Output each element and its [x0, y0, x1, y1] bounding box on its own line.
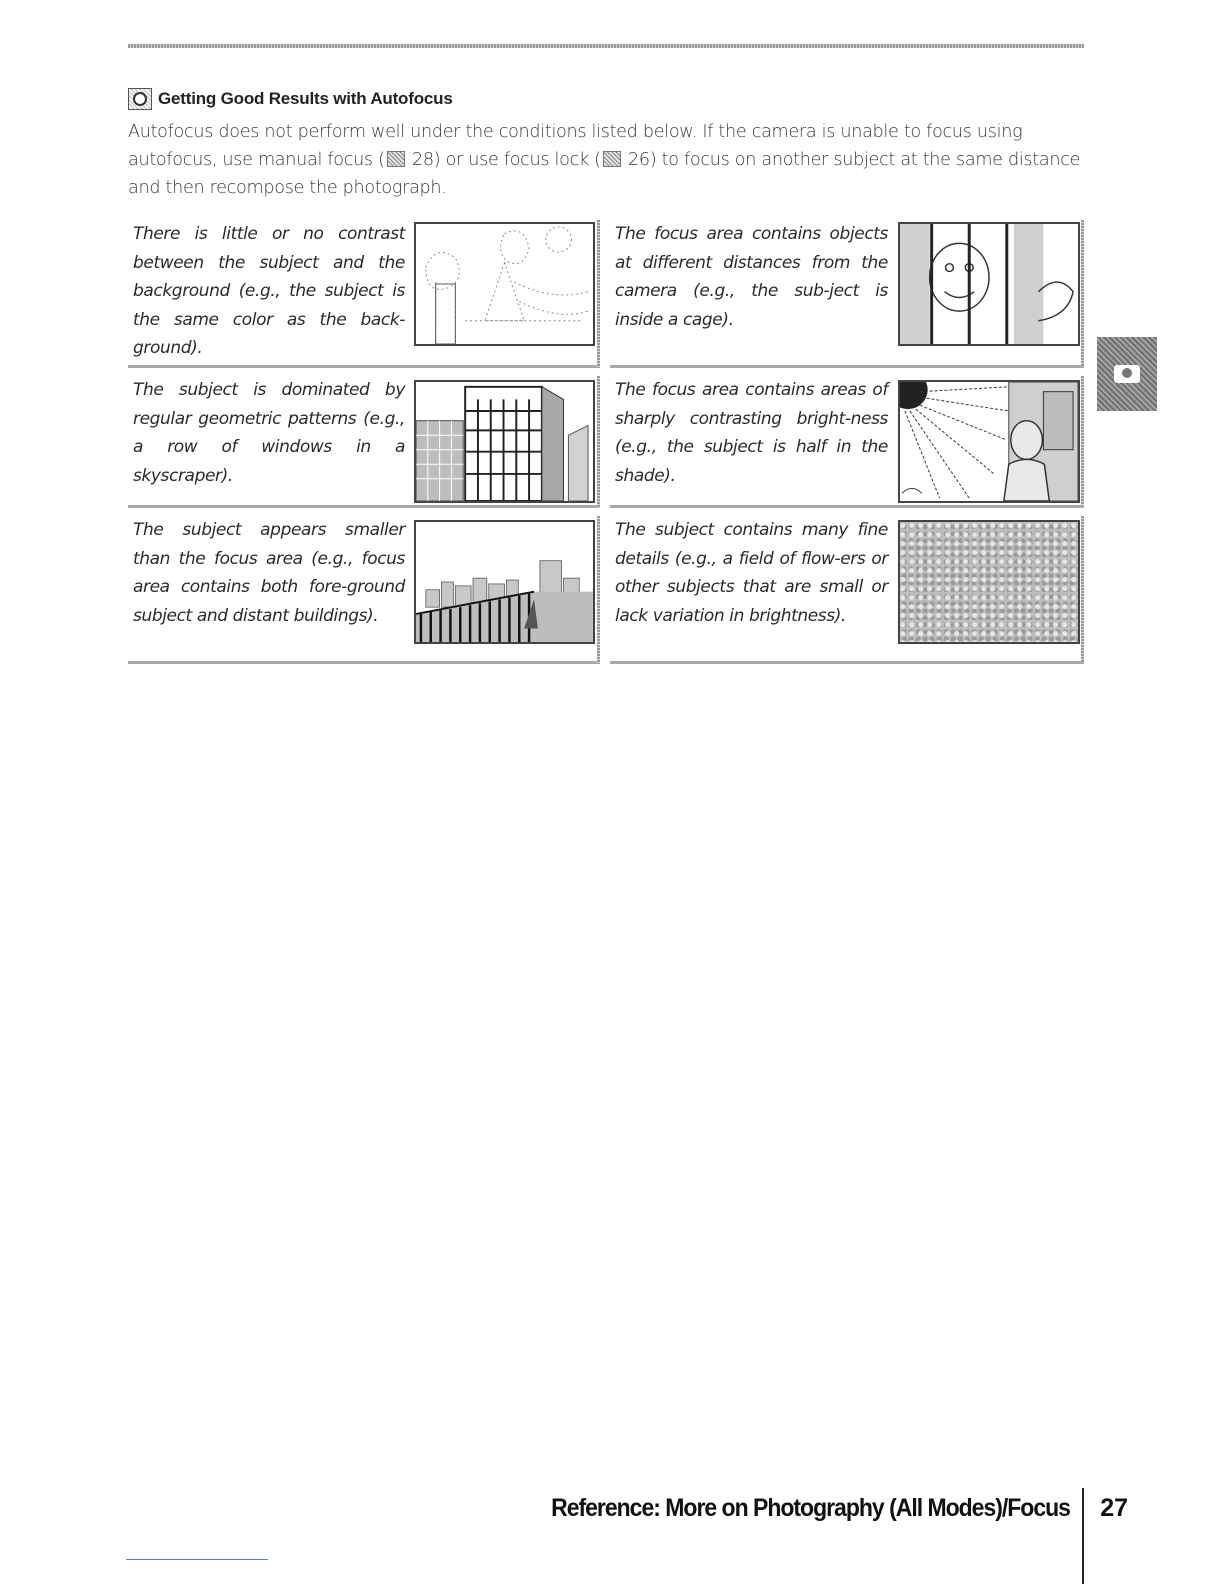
cage-illustration — [898, 222, 1080, 346]
tip-heading — [128, 86, 453, 112]
condition-text: The focus area contains objects at different distances from the camera (e.g., the sub-ject is inside a cage). — [615, 224, 888, 330]
condition-cell — [610, 512, 1084, 664]
half-shade-illustration — [898, 380, 1080, 503]
footer-section-title: Reference: More on Photography (All Modes)/Focus — [551, 1493, 1071, 1522]
intro-text-part: 26) to focus on another subject at the same distance and then recompose the photograph. — [128, 150, 1081, 198]
intro-text-part: Autofocus does not perform well under the conditions listed below. If the camera is unable to focus using autofocus, use manual focus ( — [128, 122, 1023, 170]
column-separator — [597, 516, 600, 664]
section-tab — [1097, 337, 1157, 411]
flower-field-illustration — [898, 520, 1080, 644]
page-footer — [506, 1488, 1128, 1528]
page-reference-icon — [603, 151, 621, 167]
condition-text: There is little or no contrast between the subject and the background (e.g., the subject is the same color as the back-ground). — [133, 224, 405, 359]
bottom-rule — [126, 1559, 268, 1560]
condition-cell — [128, 512, 597, 664]
tip-title: Getting Good Results with Autofocus — [158, 89, 453, 108]
intro-paragraph — [128, 118, 1086, 202]
distant-buildings-illustration — [414, 520, 595, 644]
condition-text: The focus area contains areas of sharply contrasting bright-ness (e.g., the subject is half in the shade). — [615, 380, 888, 486]
skyscraper-illustration — [414, 380, 595, 503]
page-reference-icon — [387, 151, 405, 167]
condition-cell — [128, 372, 597, 508]
camera-icon — [1114, 365, 1140, 383]
low-contrast-illustration — [414, 222, 595, 346]
condition-text: The subject contains many fine details (e.g., a field of flow-ers or other subjects that are small or lack variation in brightness). — [615, 520, 888, 626]
page-number: 27 — [1100, 1493, 1128, 1522]
column-separator — [597, 220, 600, 368]
condition-text: The subject is dominated by regular geometric patterns (e.g., a row of windows in a skyscraper). — [133, 380, 405, 486]
condition-text: The subject appears smaller than the focus area (e.g., focus area contains both fore-ground subject and distant buildings). — [133, 520, 405, 626]
condition-cell — [128, 216, 597, 368]
column-separator — [597, 376, 600, 508]
footer-divider — [1082, 1488, 1084, 1584]
tip-camera-icon — [128, 88, 152, 110]
condition-cell — [610, 372, 1084, 508]
intro-text-part: 28) or use focus lock ( — [406, 150, 601, 170]
top-dotted-rule — [128, 44, 1084, 48]
condition-cell — [610, 216, 1084, 368]
